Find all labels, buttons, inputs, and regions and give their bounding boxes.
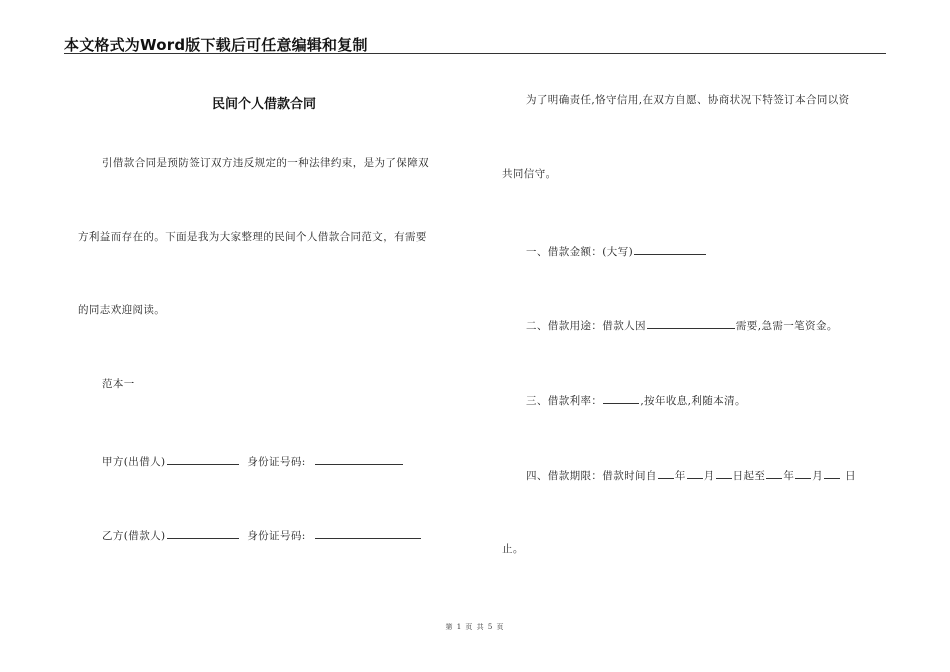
clause-1-label: 一、借款金额：(大写) <box>526 246 634 258</box>
header-rule <box>64 53 886 54</box>
end-month-blank <box>795 467 811 479</box>
party-b-id-label: 身份证号码: <box>247 530 306 542</box>
clause-3-label: 三、借款利率： <box>526 395 603 407</box>
clause-1-line <box>526 243 707 259</box>
end-year-unit: 年 <box>783 470 795 482</box>
clause-4-line <box>526 467 856 483</box>
party-a-id-label: 身份证号码: <box>247 456 306 468</box>
start-day-unit: 日起至 <box>732 470 766 482</box>
preamble-line-1: 为了明确责任,恪守信用,在双方自愿、协商状况下特签订本合同以资 <box>526 94 850 106</box>
page-header: 本文格式为Word版下载后可任意编辑和复制 <box>64 36 368 54</box>
end-day-unit: 日 <box>845 470 857 482</box>
end-year-blank <box>766 467 782 479</box>
start-month-unit: 月 <box>703 470 715 482</box>
start-day-blank <box>716 467 732 479</box>
start-year-unit: 年 <box>674 470 686 482</box>
clause-4-label: 四、借款期限：借款时间自 <box>526 470 657 482</box>
amount-blank <box>634 243 706 255</box>
intro-line-3: 的同志欢迎阅读。 <box>78 304 166 316</box>
sample-label: 范本一 <box>102 378 135 390</box>
rate-blank <box>603 392 639 404</box>
party-b-name-blank <box>167 527 239 539</box>
purpose-blank <box>647 317 735 329</box>
party-a-id-blank <box>315 453 403 465</box>
clause-3-suffix: ,按年收息,利随本清。 <box>640 395 746 407</box>
page-footer: 第 1 页 共 5 页 <box>445 623 505 631</box>
clause-4-end: 止。 <box>502 543 524 555</box>
party-b-line <box>102 527 422 543</box>
intro-line-2: 方利益而存在的。下面是我为大家整理的民间个人借款合同范文，有需要 <box>78 231 427 243</box>
intro-line-1: 引借款合同是预防签订双方违反规定的一种法律约束，是为了保障双 <box>102 157 429 169</box>
end-day-blank <box>824 467 840 479</box>
party-b-id-blank <box>315 527 421 539</box>
clause-2-suffix: 需要,急需一笔资金。 <box>735 320 838 332</box>
party-a-line <box>102 453 404 469</box>
clause-2-line <box>526 317 838 333</box>
party-b-label: 乙方(借款人) <box>102 530 166 542</box>
party-a-name-blank <box>167 453 239 465</box>
preamble-line-2: 共同信守。 <box>502 168 557 180</box>
start-year-blank <box>658 467 674 479</box>
clause-2-label: 二、借款用途：借款人因 <box>526 320 646 332</box>
party-a-label: 甲方(出借人) <box>102 456 166 468</box>
document-title: 民间个人借款合同 <box>212 97 317 112</box>
clause-3-line <box>526 392 746 408</box>
start-month-blank <box>687 467 703 479</box>
end-month-unit: 月 <box>812 470 824 482</box>
